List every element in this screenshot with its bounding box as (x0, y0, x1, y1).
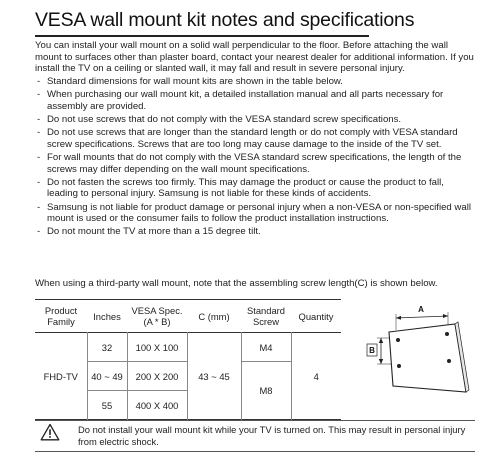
vesa-spec-table (35, 299, 341, 420)
cell-inches: 32 (87, 333, 127, 362)
mount-hole-icon (397, 364, 401, 368)
dimension-a-arrow-left (396, 316, 401, 320)
title-underline (35, 35, 369, 37)
cell-screw: M8 (241, 362, 291, 420)
header-quantity: Quantity (298, 310, 334, 322)
note-item: - Do not use screws that are longer than the standard length or do not comply with VESA standard screw specifications. Screws that are too long may cause damage to the inside of the TV set. (35, 127, 475, 150)
mount-hole-icon (447, 359, 451, 363)
note-item: - Do not use screws that do not comply with the VESA standard screw specifications. (35, 114, 475, 126)
warning-divider-top (35, 420, 475, 421)
mount-hole-icon (445, 332, 449, 336)
note-item: - Standard dimensions for wall mount kits are shown in the table below. (35, 76, 475, 88)
cell-vesa: 100 X 100 (127, 333, 187, 362)
note-item: - Samsung is not liable for product damage or personal injury when a non-VESA or non-specified wall mount is used or the consumer fails to follow the product installation instructions. (35, 202, 475, 225)
header-product-family: Product Family (44, 305, 78, 327)
cell-inches: 40 ~ 49 (87, 362, 127, 391)
warning-triangle-icon (40, 423, 60, 441)
page-title: VESA wall mount kit notes and specifications (35, 9, 415, 31)
notes-list (35, 76, 475, 239)
cell-vesa: 400 X 400 (127, 391, 187, 420)
cell-product-family: FHD-TV (43, 370, 78, 382)
note-item: - Do not fasten the screws too firmly. This may damage the product or cause the product to fall, leading to personal injury. Samsung is not liable for these kinds of accidents. (35, 177, 475, 200)
note-item: - For wall mounts that do not comply with the VESA standard screw specifications, the length of the screws may differ depending on the wall mount specifications. (35, 152, 475, 175)
warning-divider-bottom (35, 451, 475, 452)
cell-quantity: 4 (291, 333, 341, 420)
cell-screw: M4 (241, 333, 291, 362)
tv-back-panel (389, 324, 466, 392)
dimension-b-arrow-top (379, 338, 383, 343)
cell-vesa: 200 X 200 (127, 362, 187, 391)
header-standard-screw: Standard Screw (246, 305, 286, 327)
cell-c-value: 43 ~ 45 (187, 333, 241, 420)
header-inches: Inches (93, 310, 121, 322)
header-c-mm: C (mm) (198, 310, 230, 322)
dimension-b-label: B (369, 346, 375, 355)
dimension-a-label: A (418, 305, 424, 314)
note-item: - Do not mount the TV at more than a 15 degree tilt. (35, 226, 475, 238)
usage-note: When using a third-party wall mount, note that the assembling screw length(C) is shown below. (35, 278, 438, 289)
mount-hole-icon (396, 338, 400, 342)
tv-mount-diagram (365, 300, 475, 400)
table-row (35, 333, 341, 362)
header-vesa-spec: VESA Spec. (A * B) (131, 305, 183, 327)
dimension-b-arrow-bottom (379, 359, 383, 364)
cell-inches: 55 (87, 391, 127, 420)
dimension-a-line (396, 316, 448, 318)
table-header-row (35, 300, 341, 333)
warning-text: Do not install your wall mount kit while your TV is turned on. This may result in personal injury from electric shock. (78, 424, 466, 447)
note-item: - When purchasing our wall mount kit, a detailed installation manual and all parts necessary for assembly are provided. (35, 89, 475, 112)
dimension-a-arrow-right (443, 314, 448, 318)
intro-paragraph: You can install your wall mount on a solid wall perpendicular to the floor. Before attaching the wall mount to surfaces other than plaster board, contact your nearest dealer for additional information. If you install the TV on a ceiling or slanted wall, it may fall and result in severe personal injury. (35, 40, 474, 75)
